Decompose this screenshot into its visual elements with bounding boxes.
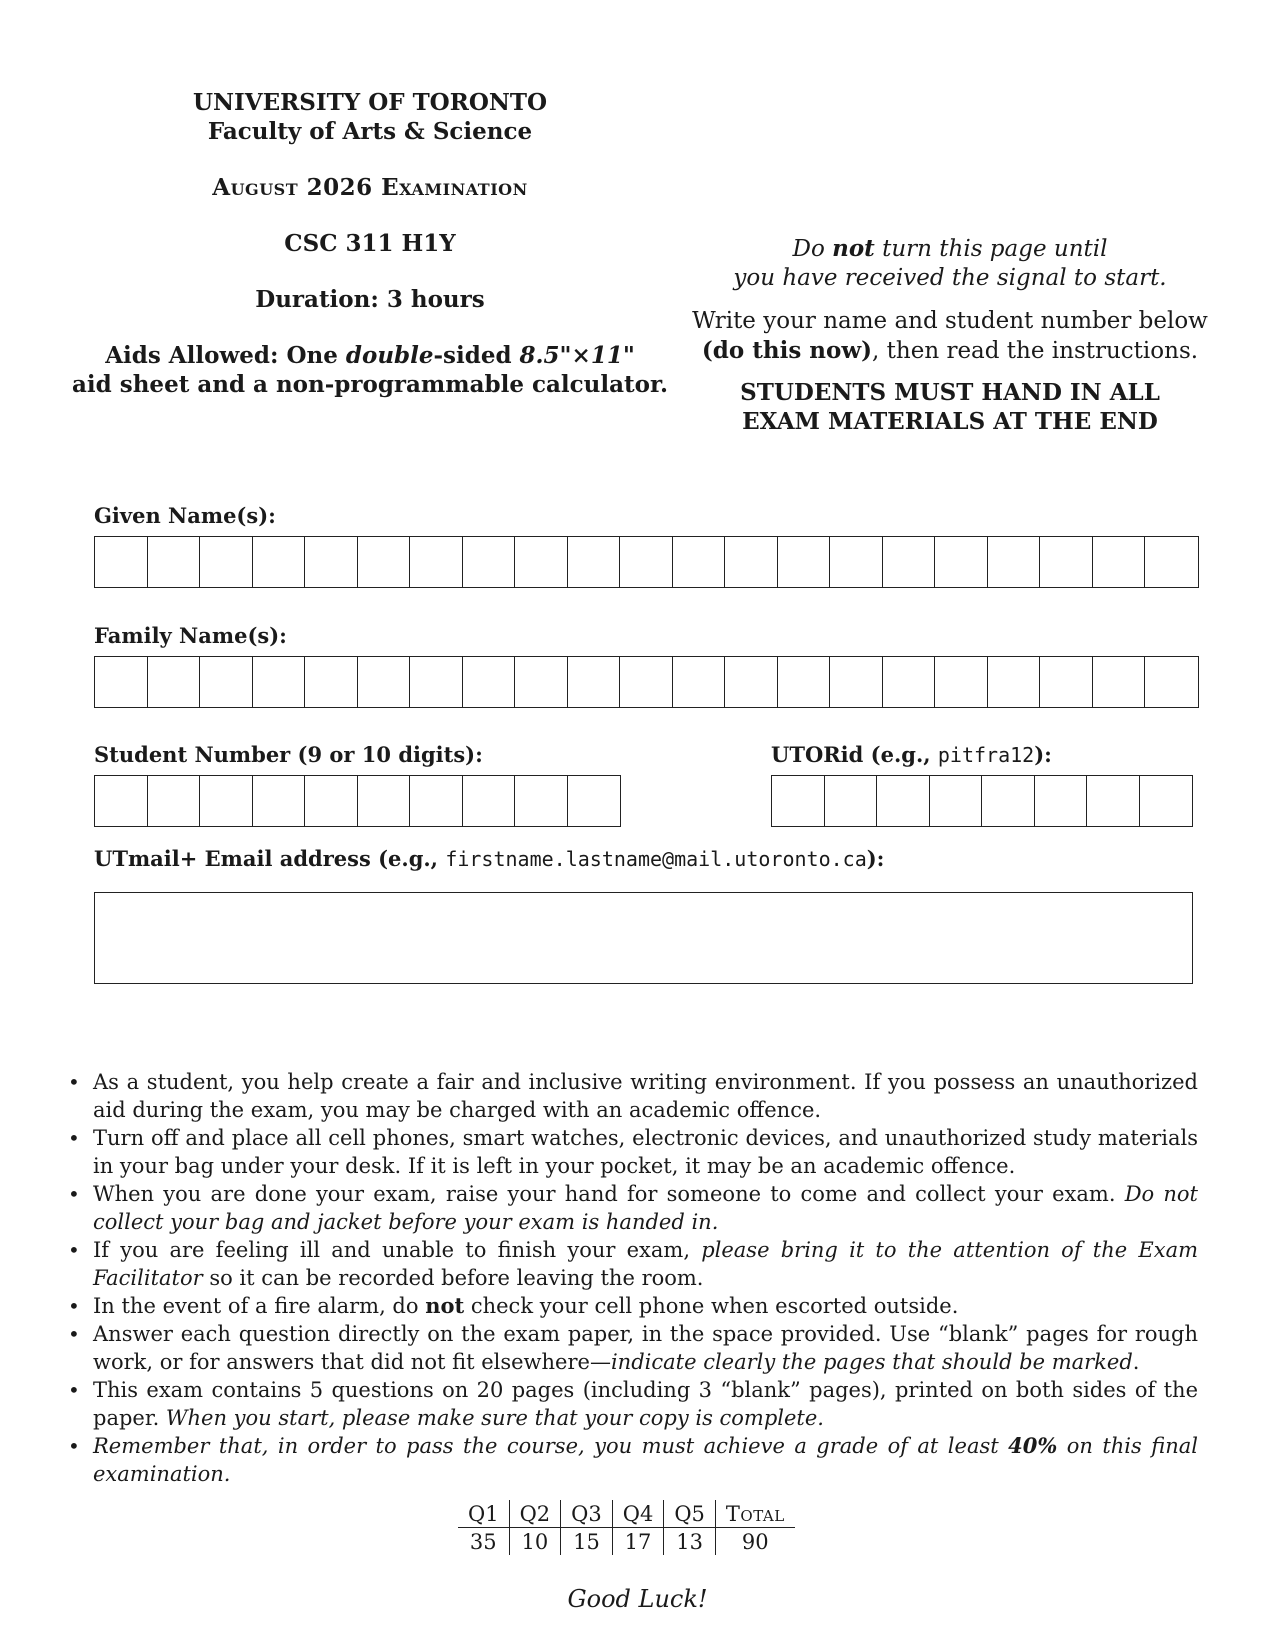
- character-box[interactable]: [463, 537, 516, 587]
- score-value: 13: [664, 1528, 716, 1556]
- rule-emphasis: Do not collect your bag and jacket before your exam is handed in.: [93, 1182, 1198, 1234]
- rule-text: Turn off and place all cell phones, smart watches, electronic devices, and unauthorized study materials in your bag under your desk. If it is left in your pocket, it may be an academic offence.: [93, 1126, 1198, 1178]
- exam-session: August 2026 Examination: [212, 174, 528, 201]
- character-box[interactable]: [1145, 657, 1198, 707]
- score-value: 10: [509, 1528, 561, 1556]
- course-code: CSC 311 H1Y: [284, 230, 456, 257]
- rule-text: check your cell phone when escorted outside.: [464, 1294, 959, 1318]
- rule-text: In the event of a fire alarm, do: [93, 1294, 426, 1318]
- character-box[interactable]: [148, 657, 201, 707]
- character-box[interactable]: [1145, 537, 1198, 587]
- character-box[interactable]: [463, 776, 516, 826]
- notice-not: not: [832, 235, 875, 262]
- character-box[interactable]: [410, 776, 463, 826]
- score-header: Q5: [664, 1500, 716, 1528]
- character-box[interactable]: [772, 776, 825, 826]
- character-box[interactable]: [877, 776, 930, 826]
- character-box[interactable]: [778, 657, 831, 707]
- rule-text: This exam contains 5 questions on 20 pages (including 3 “blank” pages), printed on both sides of the paper.: [93, 1378, 1198, 1430]
- student-number-label: Student Number (9 or 10 digits):: [94, 742, 483, 767]
- rule-emphasis: 40%: [1008, 1433, 1058, 1458]
- character-box[interactable]: [988, 657, 1041, 707]
- faculty-name: Faculty of Arts & Science: [207, 118, 533, 145]
- character-box[interactable]: [1040, 537, 1093, 587]
- rule-text: Answer each question directly on the exam paper, in the space provided. Use “blank” pages for rough work, or for answers that did not fit elsewhere—: [93, 1322, 1198, 1374]
- aids-size: 8.5"×11": [519, 342, 635, 369]
- rule-item: [68, 1068, 1198, 1124]
- character-box[interactable]: [358, 537, 411, 587]
- email-label-suffix: ):: [866, 846, 885, 871]
- character-box[interactable]: [620, 537, 673, 587]
- score-header: Q2: [509, 1500, 561, 1528]
- good-luck: Good Luck!: [567, 1585, 708, 1613]
- rule-emphasis: indicate clearly the pages that should be marked: [610, 1350, 1133, 1374]
- rule-text: so it can be recorded before leaving the room.: [202, 1266, 704, 1290]
- character-box[interactable]: [305, 776, 358, 826]
- family-name-label: Family Name(s):: [94, 623, 287, 648]
- utorid-example: pitfra12: [937, 743, 1035, 767]
- score-value: 17: [612, 1528, 664, 1556]
- rule-text: As a student, you help create a fair and inclusive writing environment. If you possess an unauthorized aid during the exam, you may be charged with an academic offence.: [93, 1070, 1198, 1122]
- character-box[interactable]: [673, 657, 726, 707]
- score-header: Q1: [458, 1500, 509, 1528]
- character-box[interactable]: [358, 657, 411, 707]
- rule-item: [68, 1292, 1198, 1320]
- character-box[interactable]: [253, 657, 306, 707]
- aids-suffix: aid sheet and a non-programmable calculator.: [72, 371, 668, 398]
- character-box[interactable]: [935, 657, 988, 707]
- score-header: Q4: [612, 1500, 664, 1528]
- score-header: Q3: [561, 1500, 613, 1528]
- character-box[interactable]: [982, 776, 1035, 826]
- character-box[interactable]: [830, 537, 883, 587]
- score-value-row: [458, 1528, 795, 1556]
- character-box[interactable]: [305, 657, 358, 707]
- write-name-rest: , then read the instructions.: [872, 338, 1199, 364]
- character-box[interactable]: [95, 776, 148, 826]
- aids-double: double: [345, 342, 434, 369]
- rule-item: [68, 1432, 1198, 1488]
- character-box[interactable]: [515, 537, 568, 587]
- character-box[interactable]: [253, 537, 306, 587]
- score-value-total: 90: [741, 1529, 769, 1554]
- character-box[interactable]: [463, 657, 516, 707]
- write-name-line2: [690, 336, 1210, 366]
- character-box[interactable]: [515, 657, 568, 707]
- score-value: 15: [561, 1528, 613, 1556]
- family-name-boxes[interactable]: [94, 656, 1199, 708]
- email-label: [94, 846, 884, 871]
- character-box[interactable]: [620, 657, 673, 707]
- character-box[interactable]: [200, 537, 253, 587]
- email-input-box[interactable]: [94, 892, 1193, 984]
- exam-header: [60, 88, 680, 399]
- given-name-boxes[interactable]: [94, 536, 1199, 588]
- character-box[interactable]: [1140, 776, 1193, 826]
- rule-text: When you are done your exam, raise your hand for someone to come and collect your exam.: [93, 1182, 1125, 1206]
- character-box[interactable]: [95, 657, 148, 707]
- aids-allowed: [60, 341, 680, 370]
- character-box[interactable]: [200, 657, 253, 707]
- score-header-row: [458, 1500, 795, 1528]
- utorid-label: [771, 742, 1052, 767]
- character-box[interactable]: [1093, 657, 1146, 707]
- character-box[interactable]: [410, 657, 463, 707]
- rule-emphasis: please bring it to the attention of the Exam Facilitator: [93, 1238, 1198, 1290]
- write-name-line1: Write your name and student number below: [692, 308, 1208, 334]
- character-box[interactable]: [830, 657, 883, 707]
- character-box[interactable]: [1040, 657, 1093, 707]
- character-box[interactable]: [148, 776, 201, 826]
- rule-text: .: [1132, 1350, 1140, 1374]
- character-box[interactable]: [568, 537, 621, 587]
- rule-item: [68, 1376, 1198, 1432]
- utorid-boxes[interactable]: [771, 775, 1193, 827]
- university-name: UNIVERSITY OF TORONTO: [192, 89, 548, 116]
- exam-duration: Duration: 3 hours: [255, 286, 485, 313]
- hand-in-line1: STUDENTS MUST HAND IN ALL: [740, 379, 1160, 406]
- rule-emphasis: When you start, please make sure that your copy is complete.: [165, 1406, 824, 1430]
- character-box[interactable]: [1093, 537, 1146, 587]
- email-example: firstname.lastname@mail.utoronto.ca: [445, 847, 867, 871]
- character-box[interactable]: [673, 537, 726, 587]
- character-box[interactable]: [725, 537, 778, 587]
- character-box[interactable]: [883, 537, 936, 587]
- do-not-turn-line2: you have received the signal to start.: [733, 265, 1167, 291]
- exam-rules: [68, 1068, 1198, 1488]
- character-box[interactable]: [568, 776, 621, 826]
- character-box[interactable]: [1035, 776, 1088, 826]
- rule-item: [68, 1236, 1198, 1292]
- aids-prefix: Aids Allowed: One: [105, 342, 346, 369]
- rule-item: [68, 1124, 1198, 1180]
- exam-notice: [690, 234, 1210, 436]
- notice-do: Do: [792, 236, 833, 262]
- notice-turn: turn this page until: [874, 236, 1108, 262]
- character-box[interactable]: [95, 537, 148, 587]
- score-table: [458, 1500, 795, 1555]
- character-box[interactable]: [883, 657, 936, 707]
- character-box[interactable]: [253, 776, 306, 826]
- email-label-prefix: UTmail+ Email address (e.g.,: [94, 846, 446, 871]
- character-box[interactable]: [568, 657, 621, 707]
- rule-item: [68, 1320, 1198, 1376]
- rule-emphasis: Remember that, in order to pass the course, you must achieve a grade of at least: [93, 1434, 1009, 1458]
- character-box[interactable]: [305, 537, 358, 587]
- student-number-boxes[interactable]: [94, 775, 621, 827]
- character-box[interactable]: [930, 776, 983, 826]
- character-box[interactable]: [825, 776, 878, 826]
- score-value: 35: [458, 1528, 509, 1556]
- character-box[interactable]: [988, 537, 1041, 587]
- rule-text: If you are feeling ill and unable to finish your exam,: [93, 1238, 702, 1262]
- do-this-now: (do this now): [701, 337, 873, 364]
- character-box[interactable]: [358, 776, 411, 826]
- character-box[interactable]: [725, 657, 778, 707]
- rule-emphasis: on this final examination.: [93, 1434, 1198, 1486]
- character-box[interactable]: [935, 537, 988, 587]
- utorid-label-prefix: UTORid (e.g.,: [771, 742, 938, 767]
- score-header-total: Total: [715, 1500, 794, 1528]
- character-box[interactable]: [148, 537, 201, 587]
- given-name-label: Given Name(s):: [94, 503, 276, 528]
- rule-item: [68, 1180, 1198, 1236]
- character-box[interactable]: [410, 537, 463, 587]
- do-not-turn-line1: [690, 234, 1210, 264]
- utorid-label-suffix: ):: [1034, 742, 1052, 767]
- character-box[interactable]: [515, 776, 568, 826]
- aids-mid: -sided: [433, 342, 520, 369]
- character-box[interactable]: [1087, 776, 1140, 826]
- rule-emphasis: not: [425, 1293, 465, 1318]
- hand-in-line2: EXAM MATERIALS AT THE END: [742, 408, 1158, 435]
- character-box[interactable]: [200, 776, 253, 826]
- character-box[interactable]: [778, 537, 831, 587]
